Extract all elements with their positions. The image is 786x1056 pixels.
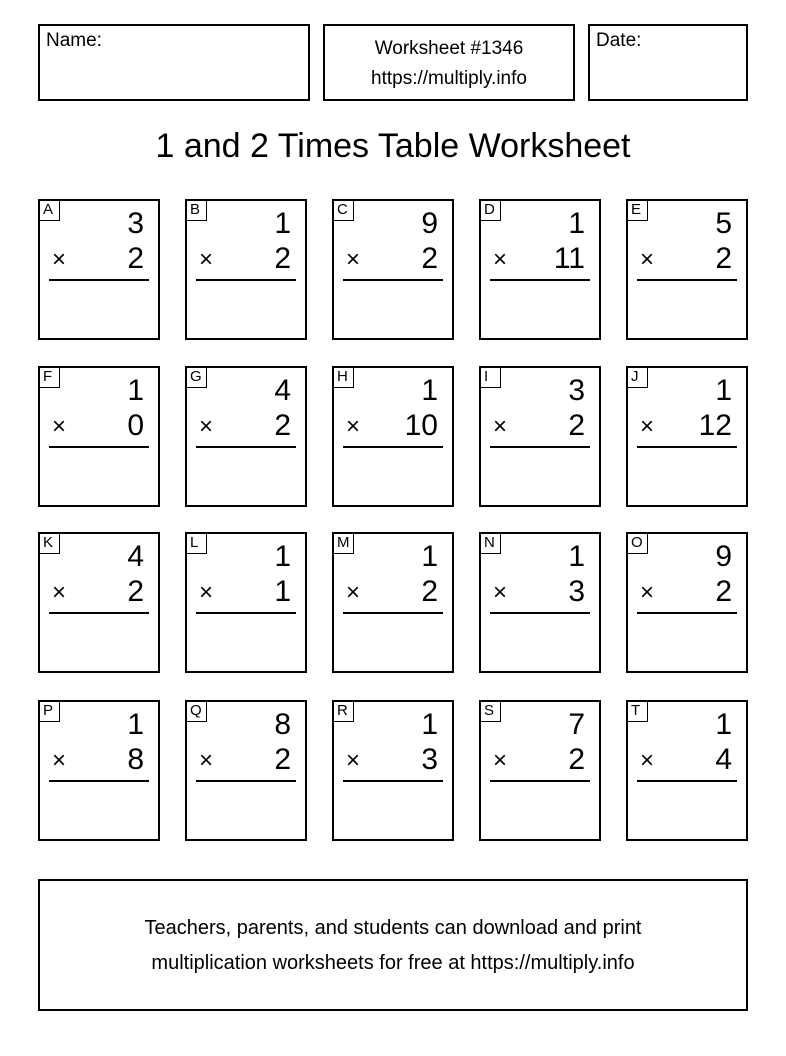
multiplier: 2	[127, 242, 144, 275]
problem-letter: E	[628, 201, 648, 221]
multiplier: 2	[421, 575, 438, 608]
multiplier: 12	[698, 409, 732, 442]
answer-line	[490, 612, 590, 614]
times-icon: ×	[52, 747, 67, 774]
times-icon: ×	[346, 413, 361, 440]
times-icon: ×	[640, 246, 655, 273]
problem-card[interactable]	[332, 700, 454, 841]
answer-line	[490, 780, 590, 782]
footer-line-2: multiplication worksheets for free at https://multiply.info	[151, 952, 635, 974]
date-field[interactable]	[588, 24, 748, 101]
multiplier: 2	[274, 409, 291, 442]
worksheet-info-box	[323, 24, 575, 101]
problem-card[interactable]	[626, 199, 748, 340]
answer-line	[196, 780, 296, 782]
multiplier: 2	[274, 743, 291, 776]
problem-card[interactable]	[479, 199, 601, 340]
problem-card[interactable]	[479, 366, 601, 507]
times-icon: ×	[640, 747, 655, 774]
problem-card[interactable]	[332, 366, 454, 507]
name-label: Name:	[46, 30, 102, 51]
multiplier: 2	[274, 242, 291, 275]
answer-line	[637, 446, 737, 448]
times-icon: ×	[52, 413, 67, 440]
multiplier: 2	[421, 242, 438, 275]
answer-line	[490, 446, 590, 448]
problem-card[interactable]	[626, 532, 748, 673]
answer-line	[490, 279, 590, 281]
multiplicand: 9	[715, 540, 732, 573]
times-icon: ×	[493, 246, 508, 273]
problem-letter: G	[187, 368, 207, 388]
answer-line	[196, 446, 296, 448]
times-icon: ×	[493, 579, 508, 606]
problem-card[interactable]	[38, 700, 160, 841]
problem-card[interactable]	[332, 199, 454, 340]
answer-line	[637, 612, 737, 614]
multiplicand: 1	[568, 540, 585, 573]
page-title: 1 and 2 Times Table Worksheet	[155, 127, 631, 165]
problem-card[interactable]	[185, 199, 307, 340]
problem-card[interactable]	[185, 700, 307, 841]
multiplicand: 1	[421, 540, 438, 573]
answer-line	[196, 279, 296, 281]
multiplicand: 1	[127, 374, 144, 407]
times-icon: ×	[640, 579, 655, 606]
problem-letter: F	[40, 368, 60, 388]
problem-card[interactable]	[626, 366, 748, 507]
problem-letter: O	[628, 534, 648, 554]
times-icon: ×	[346, 246, 361, 273]
multiplicand: 1	[568, 207, 585, 240]
problem-card[interactable]	[332, 532, 454, 673]
name-field[interactable]	[38, 24, 310, 101]
multiplicand: 1	[274, 540, 291, 573]
times-icon: ×	[52, 579, 67, 606]
problem-letter: R	[334, 702, 354, 722]
problem-letter: K	[40, 534, 60, 554]
answer-line	[637, 279, 737, 281]
answer-line	[637, 780, 737, 782]
problem-card[interactable]	[38, 199, 160, 340]
problem-letter: S	[481, 702, 501, 722]
answer-line	[49, 780, 149, 782]
multiplier: 2	[715, 242, 732, 275]
answer-line	[49, 279, 149, 281]
problem-card[interactable]	[38, 532, 160, 673]
worksheet-url: https://multiply.info	[371, 68, 527, 89]
times-icon: ×	[52, 246, 67, 273]
problem-letter: H	[334, 368, 354, 388]
problem-letter: Q	[187, 702, 207, 722]
multiplier: 0	[127, 409, 144, 442]
times-icon: ×	[199, 246, 214, 273]
multiplier: 10	[404, 409, 438, 442]
problem-letter: C	[334, 201, 354, 221]
problem-card[interactable]	[479, 700, 601, 841]
footer-box	[38, 879, 748, 1011]
multiplicand: 1	[274, 207, 291, 240]
multiplier: 3	[421, 743, 438, 776]
multiplicand: 4	[274, 374, 291, 407]
problem-letter: N	[481, 534, 501, 554]
times-icon: ×	[346, 747, 361, 774]
problem-card[interactable]	[479, 532, 601, 673]
problem-letter: A	[40, 201, 60, 221]
problem-letter: T	[628, 702, 648, 722]
problem-card[interactable]	[626, 700, 748, 841]
multiplier: 2	[715, 575, 732, 608]
multiplicand: 3	[568, 374, 585, 407]
multiplicand: 5	[715, 207, 732, 240]
problem-letter: M	[334, 534, 354, 554]
problem-letter: I	[481, 368, 501, 388]
times-icon: ×	[199, 747, 214, 774]
problem-letter: D	[481, 201, 501, 221]
multiplier: 2	[568, 743, 585, 776]
problem-card[interactable]	[185, 532, 307, 673]
times-icon: ×	[493, 413, 508, 440]
multiplicand: 1	[421, 374, 438, 407]
multiplicand: 9	[421, 207, 438, 240]
answer-line	[343, 612, 443, 614]
problem-letter: B	[187, 201, 207, 221]
problem-letter: P	[40, 702, 60, 722]
times-icon: ×	[493, 747, 508, 774]
multiplier: 2	[127, 575, 144, 608]
multiplicand: 1	[421, 708, 438, 741]
multiplier: 3	[568, 575, 585, 608]
problem-letter: J	[628, 368, 648, 388]
multiplier: 1	[274, 575, 291, 608]
answer-line	[49, 446, 149, 448]
times-icon: ×	[199, 413, 214, 440]
multiplier: 2	[568, 409, 585, 442]
multiplicand: 7	[568, 708, 585, 741]
answer-line	[343, 279, 443, 281]
footer-line-1: Teachers, parents, and students can download and print	[144, 917, 642, 939]
multiplicand: 4	[127, 540, 144, 573]
times-icon: ×	[346, 579, 361, 606]
multiplicand: 8	[274, 708, 291, 741]
multiplicand: 3	[127, 207, 144, 240]
answer-line	[343, 780, 443, 782]
times-icon: ×	[199, 579, 214, 606]
multiplicand: 1	[715, 374, 732, 407]
multiplicand: 1	[715, 708, 732, 741]
multiplier: 4	[715, 743, 732, 776]
date-label: Date:	[596, 30, 642, 51]
answer-line	[49, 612, 149, 614]
problem-card[interactable]	[38, 366, 160, 507]
answer-line	[196, 612, 296, 614]
worksheet-number: Worksheet #1346	[374, 38, 524, 59]
multiplicand: 1	[127, 708, 144, 741]
problem-letter: L	[187, 534, 207, 554]
problem-card[interactable]	[185, 366, 307, 507]
multiplier: 8	[127, 743, 144, 776]
answer-line	[343, 446, 443, 448]
multiplier: 11	[553, 242, 585, 275]
times-icon: ×	[640, 413, 655, 440]
